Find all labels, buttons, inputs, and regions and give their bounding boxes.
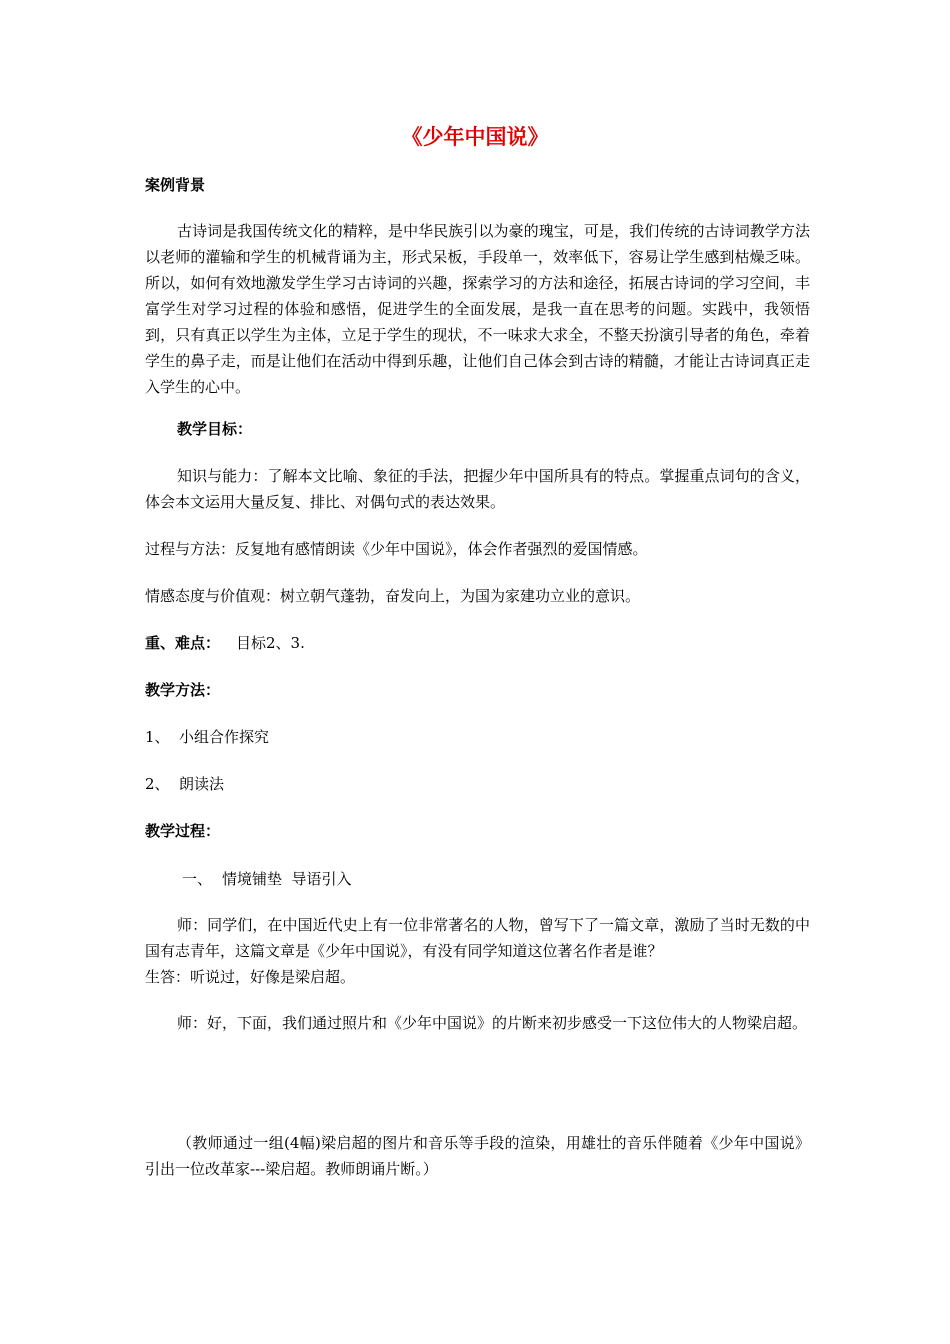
teacher-intro-paragraph: 师：同学们，在中国近代史上有一位非常著名的人物，曾写下了一篇文章，激励了当时无数的中国有志青年，这篇文章是《少年中国说》，有没有同学知道这位著名作者是谁？ <box>145 916 810 960</box>
teaching-note: （教师通过一组(4幅)梁启超的图片和音乐等手段的渲染，用雄壮的音乐伴随着《少年中国说》引出一位改革家---梁启超。教师朗诵片断。） <box>145 1134 810 1178</box>
document-title: 《少年中国说》 <box>401 124 549 149</box>
method-item-text: 朗读法 <box>179 775 225 793</box>
method-item-number: 2、 <box>145 775 170 793</box>
goal-process: 过程与方法：反复地有感情朗读《少年中国说》，体会作者强烈的爱国情感。 <box>145 540 648 558</box>
background-paragraph: 古诗词是我国传统文化的精粹，是中华民族引以为豪的瑰宝，可是，我们传统的古诗词教学方法以老师的灌输和学生的机械背诵为主，形式呆板，手段单一，效率低下，容易让学生感到枯燥乏味。所以，如何有效地激发学生学习古诗词的兴趣，探索学习的方法和途径，拓展古诗词的学习空间，丰富学生对学习过程的体验和感悟，促进学生的全面发展，是我一直在思考的问题。实践中，我领悟到，只有真正以学生为主体，立足于学生的现状，不一味求大求全，不整天扮演引导者的角色，牵着学生的鼻子走，而是让他们在活动中得到乐趣，让他们自己体会到古诗的精髓，才能让古诗词真正走入学生的心中。 <box>145 222 810 396</box>
method-item-text: 小组合作探究 <box>179 728 270 746</box>
section-number: 一、 <box>182 870 213 888</box>
keypoints-value: 目标2、3. <box>236 634 305 652</box>
method-item <box>145 724 810 750</box>
goal-emotion: 情感态度与价值观：树立朝气蓬勃，奋发向上，为国为家建功立业的意识。 <box>145 587 641 605</box>
process-heading: 教学过程： <box>145 822 221 840</box>
keypoints-line <box>145 630 810 656</box>
goals-heading: 教学目标： <box>177 420 253 438</box>
method-item <box>145 771 810 797</box>
goal-knowledge: 知识与能力：了解本文比喻、象征的手法，把握少年中国所具有的特点。掌握重点词句的含义，体会本文运用大量反复、排比、对偶句式的表达效果。 <box>145 467 810 511</box>
background-heading: 案例背景 <box>145 176 206 194</box>
teacher-followup-paragraph: 师：好，下面，我们通过照片和《少年中国说》的片断来初步感受一下这位伟大的人物梁启超。 <box>177 1014 808 1032</box>
methods-heading: 教学方法： <box>145 681 221 699</box>
section-title-text: 情境铺垫 导语引入 <box>222 870 352 888</box>
student-answer: 生答：听说过，好像是梁启超。 <box>145 968 356 986</box>
process-section-title <box>182 866 810 892</box>
keypoints-label: 重、难点： <box>145 634 221 652</box>
method-item-number: 1、 <box>145 728 170 746</box>
